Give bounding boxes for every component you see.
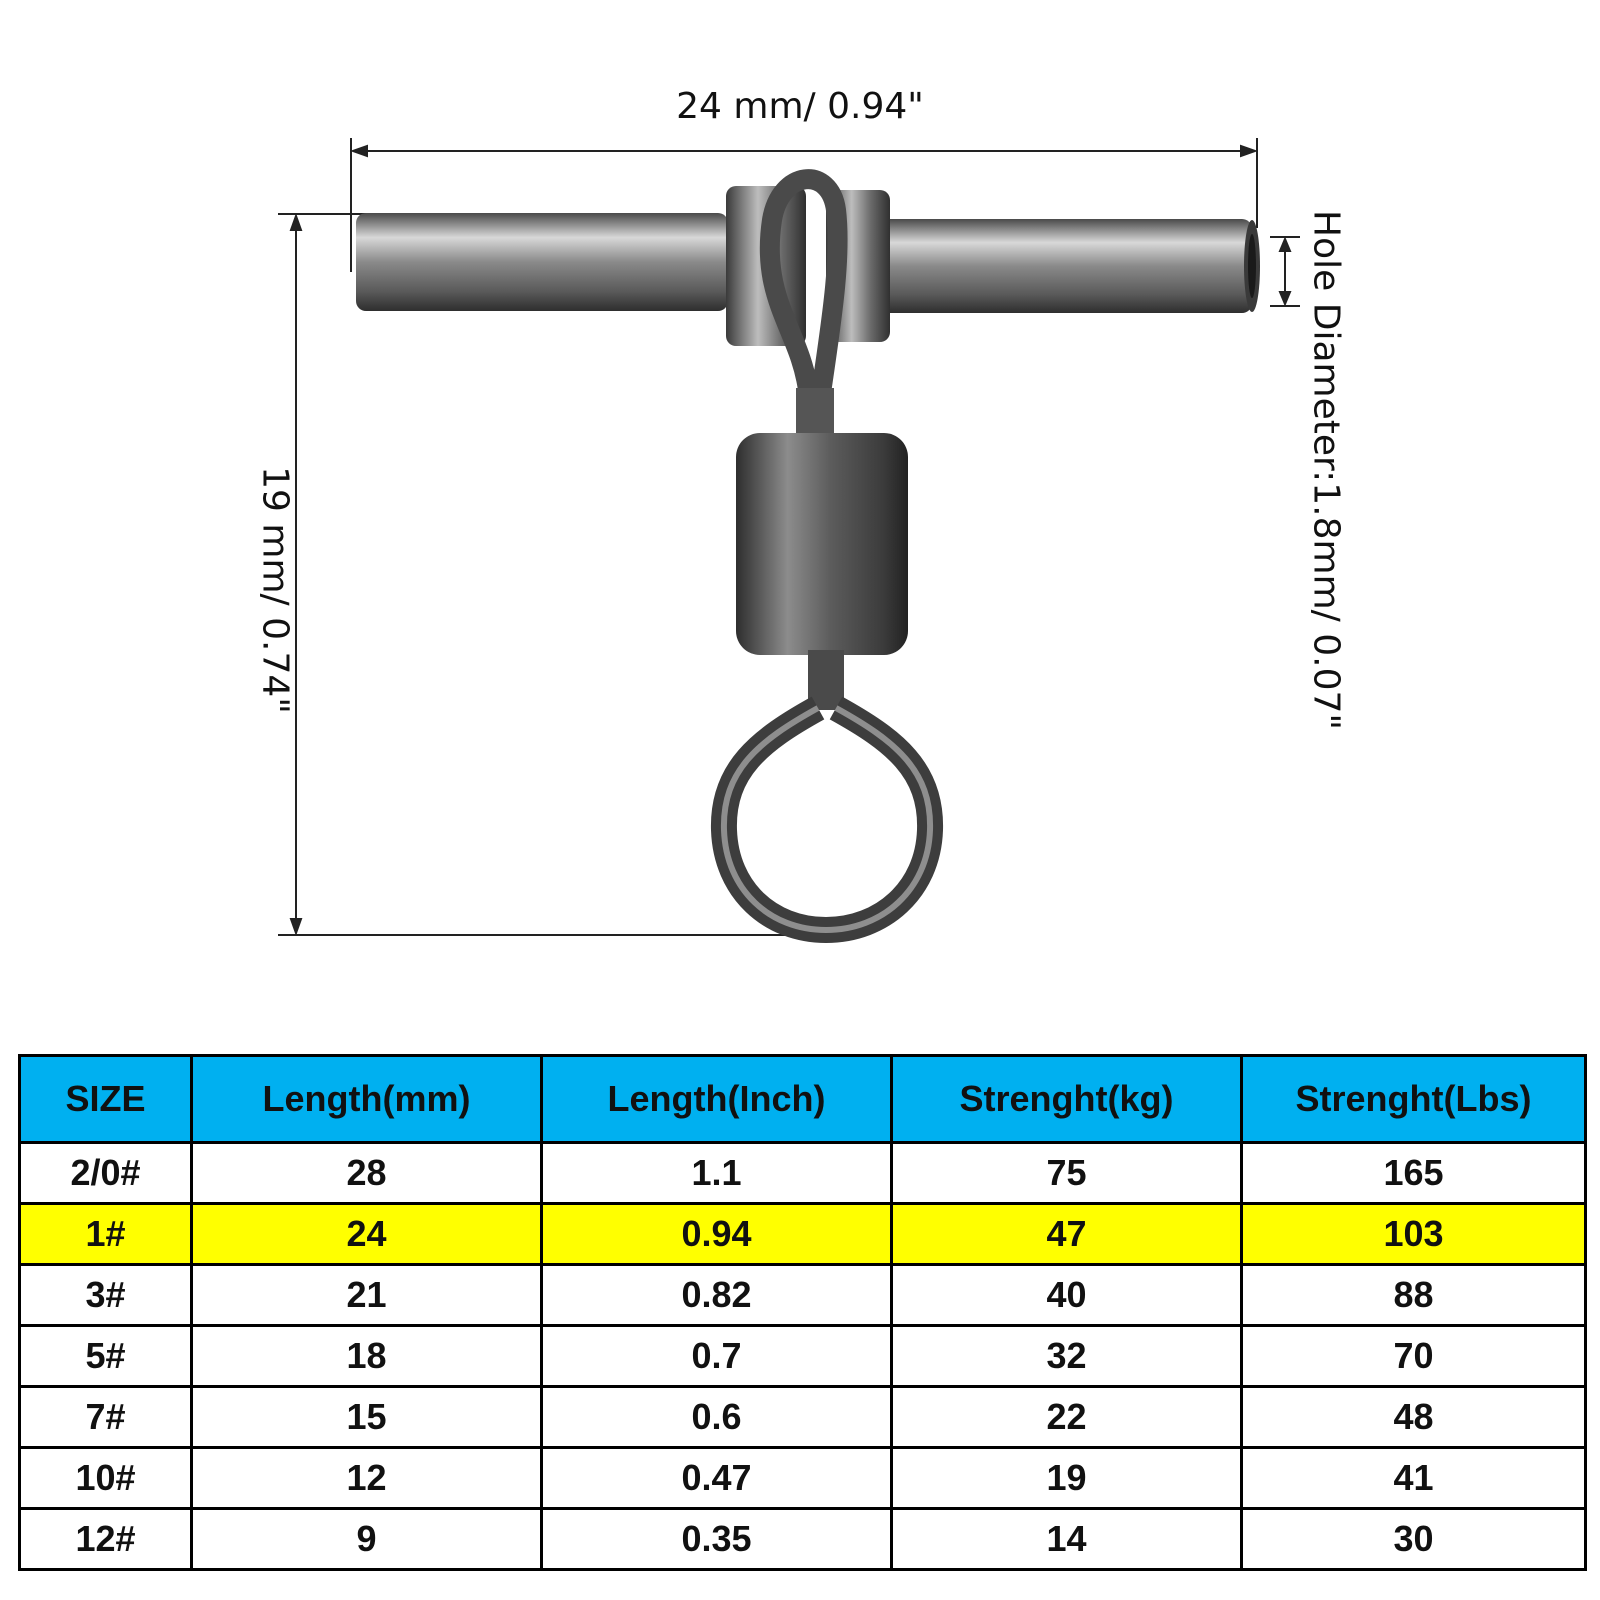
- cell-size: 7#: [20, 1387, 192, 1448]
- cell-length-mm: 28: [192, 1143, 542, 1204]
- width-dimension-label: 24 mm/ 0.94": [676, 86, 924, 127]
- cell-length-inch: 0.35: [542, 1509, 892, 1570]
- table-header-row: [20, 1056, 1586, 1143]
- cell-length-inch: 0.94: [542, 1204, 892, 1265]
- table-row: [20, 1509, 1586, 1570]
- cell-strength-kg: 32: [892, 1326, 1242, 1387]
- cell-length-mm: 18: [192, 1326, 542, 1387]
- swivel-eye-ring: [724, 708, 930, 930]
- header-strength-lbs: Strenght(Lbs): [1242, 1056, 1586, 1143]
- cell-size: 2/0#: [20, 1143, 192, 1204]
- cell-length-inch: 1.1: [542, 1143, 892, 1204]
- cell-strength-lbs: 165: [1242, 1143, 1586, 1204]
- cell-size: 12#: [20, 1509, 192, 1570]
- cell-size: 3#: [20, 1265, 192, 1326]
- cell-size: 5#: [20, 1326, 192, 1387]
- height-dimension-label: 19 mm/ 0.74": [254, 466, 296, 714]
- table-row: [20, 1387, 1586, 1448]
- hole-dimension-line: [1270, 237, 1300, 306]
- cell-strength-lbs: 30: [1242, 1509, 1586, 1570]
- cell-length-inch: 0.7: [542, 1326, 892, 1387]
- cell-length-mm: 12: [192, 1448, 542, 1509]
- table-row: [20, 1143, 1586, 1204]
- cell-length-inch: 0.6: [542, 1387, 892, 1448]
- cell-strength-kg: 22: [892, 1387, 1242, 1448]
- table-row: [20, 1326, 1586, 1387]
- cell-strength-lbs: 41: [1242, 1448, 1586, 1509]
- size-spec-table: [18, 1054, 1587, 1571]
- cell-length-mm: 21: [192, 1265, 542, 1326]
- cell-strength-kg: 14: [892, 1509, 1242, 1570]
- cell-size: 1#: [20, 1204, 192, 1265]
- cell-length-inch: 0.82: [542, 1265, 892, 1326]
- swivel-barrel: [736, 388, 908, 710]
- cell-strength-kg: 40: [892, 1265, 1242, 1326]
- header-length-mm: Length(mm): [192, 1056, 542, 1143]
- cell-size: 10#: [20, 1448, 192, 1509]
- cell-strength-lbs: 88: [1242, 1265, 1586, 1326]
- header-strength-kg: Strenght(kg): [892, 1056, 1242, 1143]
- table-row-highlighted: [20, 1204, 1586, 1265]
- t-tube: [356, 186, 1260, 346]
- cell-strength-lbs: 48: [1242, 1387, 1586, 1448]
- header-size: SIZE: [20, 1056, 192, 1143]
- cell-strength-kg: 19: [892, 1448, 1242, 1509]
- cell-length-mm: 9: [192, 1509, 542, 1570]
- hole-diameter-label: Hole Diameter:1.8mm/ 0.07": [1305, 210, 1347, 730]
- header-length-inch: Length(Inch): [542, 1056, 892, 1143]
- cell-length-inch: 0.47: [542, 1448, 892, 1509]
- cell-strength-lbs: 70: [1242, 1326, 1586, 1387]
- table-row: [20, 1265, 1586, 1326]
- cell-strength-kg: 47: [892, 1204, 1242, 1265]
- cell-length-mm: 15: [192, 1387, 542, 1448]
- cell-strength-lbs: 103: [1242, 1204, 1586, 1265]
- cell-strength-kg: 75: [892, 1143, 1242, 1204]
- table-row: [20, 1448, 1586, 1509]
- cell-length-mm: 24: [192, 1204, 542, 1265]
